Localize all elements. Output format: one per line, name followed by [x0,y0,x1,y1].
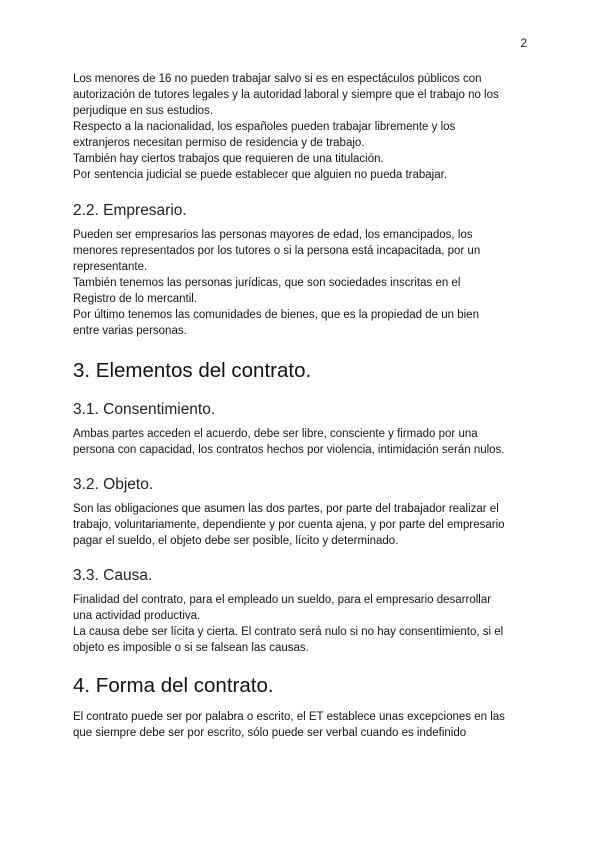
text-line: Por sentencia judicial se puede establecer que alguien no pueda trabajar. [73,169,448,181]
text-line: También tenemos las personas jurídicas, que son sociedades inscritas en el [73,277,461,289]
text-line: pagar el sueldo, el objeto debe ser posible, lícito y determinado. [73,535,399,547]
consentimiento-paragraph [73,426,533,458]
section-heading-causa: 3.3. Causa. [73,567,153,584]
text-line: una actividad productiva. [73,610,201,622]
text-line: Pueden ser empresarios las personas mayores de edad, los emancipados, los [73,229,473,241]
page-content [73,71,533,741]
text-line: Los menores de 16 no pueden trabajar salvo si es en espectáculos públicos con [73,73,482,85]
text-line: Por último tenemos las comunidades de bienes, que es la propiedad de un bien [73,309,479,321]
text-line: perjudique en sus estudios. [73,105,214,117]
section-heading-consentimiento: 3.1. Consentimiento. [73,401,216,418]
chapter-heading-elementos: 3. Elementos del contrato. [73,359,312,382]
text-line: Finalidad del contrato, para el empleado un sueldo, para el empresario desarrollar [73,594,492,606]
text-line: Registro de lo mercantil. [73,293,197,305]
text-line: que siempre debe ser por escrito, sólo puede ser verbal cuando es indefinido [73,727,467,739]
text-line: representante. [73,261,148,273]
text-line: También hay ciertos trabajos que requieren de una titulación. [73,153,384,165]
chapter-heading-forma: 4. Forma del contrato. [73,674,274,697]
page-number: 2 [520,36,527,50]
text-line: menores representados por los tutores o si la persona está incapacitada, por un [73,245,481,257]
text-line: La causa debe ser lícita y cierta. El contrato será nulo si no hay consentimiento, si el [73,626,504,638]
text-line: Son las obligaciones que asumen las dos partes, por parte del trabajador realizar el [73,503,499,515]
text-line: El contrato puede ser por palabra o escrito, el ET establece unas excepciones en las [73,711,505,723]
text-line: autorización de tutores legales y la autoridad laboral y siempre que el trabajo no los [73,89,499,101]
text-line: persona con capacidad, los contratos hechos por violencia, intimidación serán nulos. [73,444,505,456]
text-line: extranjeros necesitan permiso de residencia y de trabajo. [73,137,365,149]
objeto-paragraph [73,501,533,549]
section-heading-objeto: 3.2. Objeto. [73,476,154,493]
section-heading-empresario: 2.2. Empresario. [73,202,187,219]
forma-paragraph [73,709,533,741]
text-line: objeto es imposible o si se falsean las causas. [73,642,309,654]
causa-paragraph [73,592,533,656]
empresario-paragraph [73,227,533,339]
text-line: trabajo, voluntariamente, dependiente y por cuenta ajena, y por parte del empresario [73,519,505,531]
text-line: Respecto a la nacionalidad, los españoles pueden trabajar libremente y los [73,121,456,133]
intro-paragraph [73,71,533,183]
text-line: Ambas partes acceden el acuerdo, debe ser libre, consciente y firmado por una [73,428,478,440]
text-line: entre varias personas. [73,325,187,337]
